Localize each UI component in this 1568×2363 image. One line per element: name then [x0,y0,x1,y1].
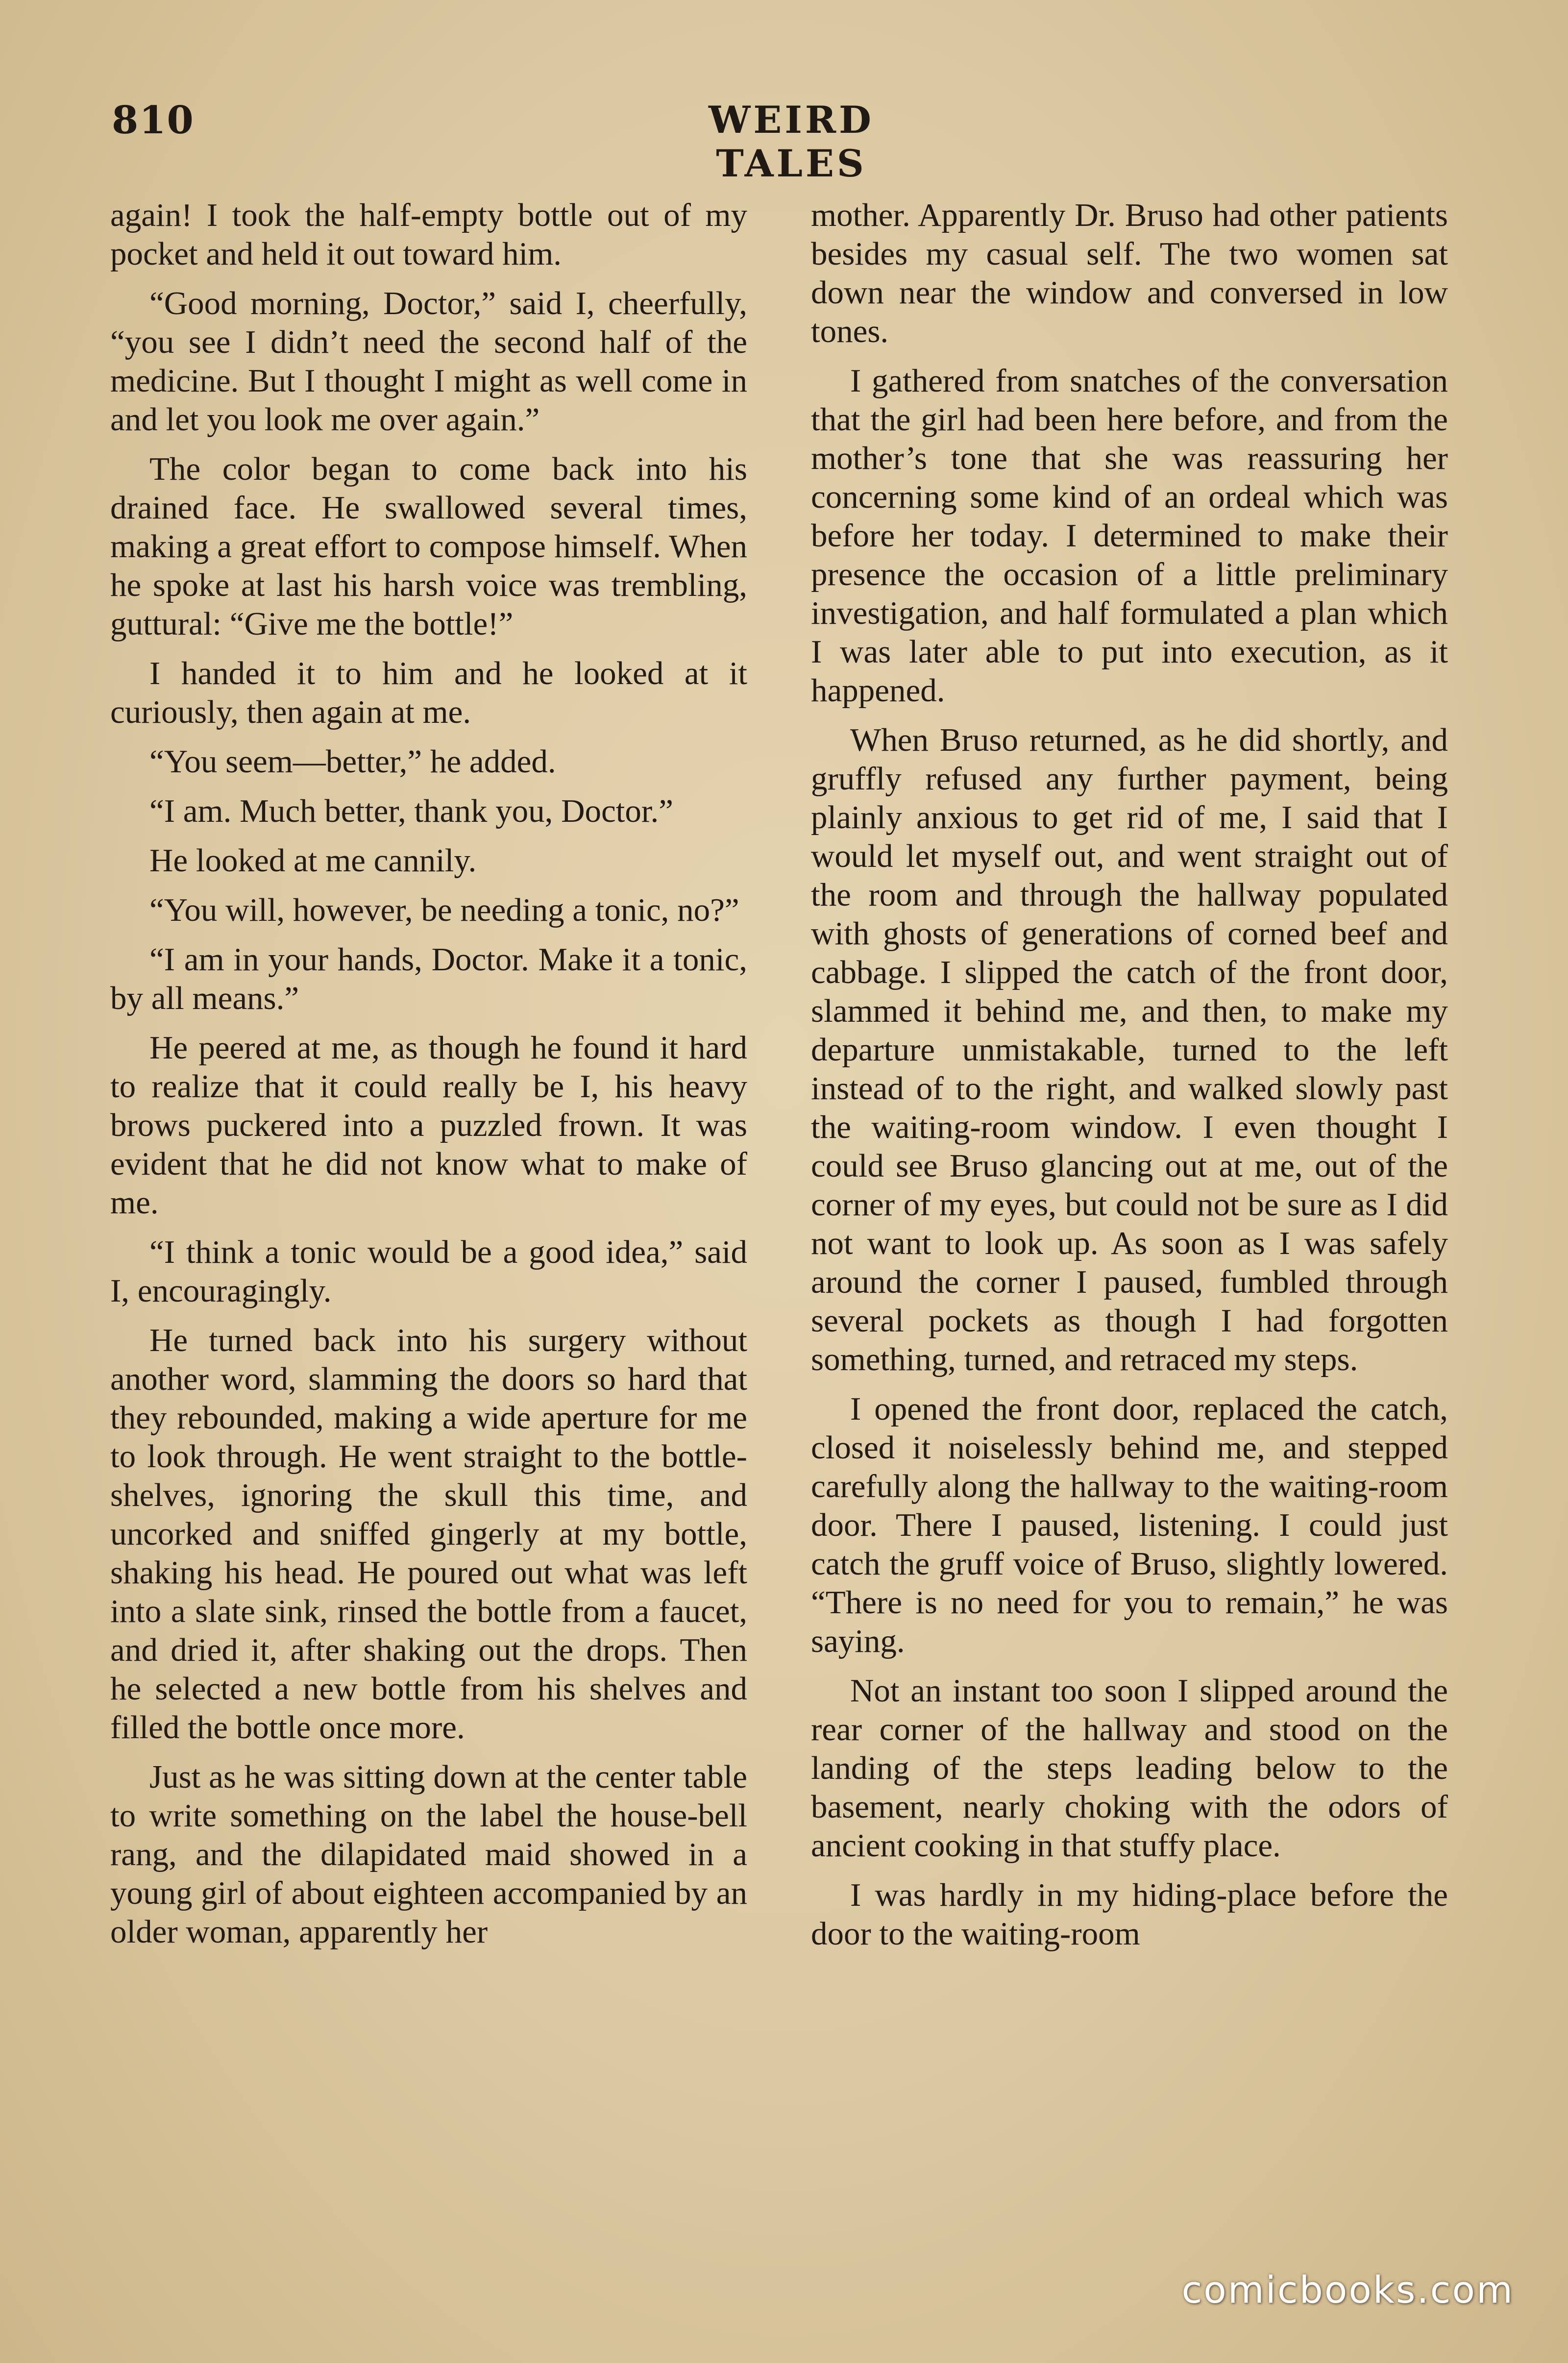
paragraph: “I think a tonic would be a good idea,” said I, encouragingly. [110,1234,747,1309]
paragraph: He peered at me, as though he found it hard to realize that it could really be I, his heavy brows puckered into a puzzled frown. It was evident that he did not know what to make of me. [110,1030,747,1221]
page-number: 810 [112,98,195,143]
paragraph: again! I took the half-empty bottle out of my pocket and held it out toward him. [110,197,747,272]
paragraph: He turned back into his surgery without another word, slamming the doors so hard that they rebounded, making a wide aperture for me to look through. He went straight to the bottle-shelves, ignoring the skull this time, and uncorked and sniffed gingerly at my bottle, shaking his head. He poured out what was left into a slate sink, rinsed the bottle from a faucet, and dried it, after shaking out the drops. Then he selected a new bottle from his shelves and filled the bottle once more. [110,1322,747,1746]
left-column [110,196,747,1962]
paragraph: “Good morning, Doctor,” said I, cheerfully, “you see I didn’t need the second half of the medicine. But I thought I might as well come in and let you look me over again.” [110,285,747,438]
paragraph: “I am in your hands, Doctor. Make it a tonic, by all means.” [110,941,747,1016]
watermark: comicbooks.com [1181,2268,1514,2312]
paragraph: The color began to come back into his drained face. He swallowed several times, making a great effort to compose himself. When he spoke at last his harsh voice was trembling, guttural: “Give me the bottle!” [110,451,747,642]
paragraph: “You will, however, be needing a tonic, no?” [149,892,739,928]
paragraph: Just as he was sitting down at the center table to write something on the label the house-bell rang, and the dilapidated maid showed in a young girl of about eighteen accompanied by an older woman, apparently her [110,1759,747,1950]
page-header [0,98,1568,185]
paragraph: I opened the front door, replaced the catch, closed it noiselessly behind me, and stepped carefully along the hallway to the waiting-room door. There I paused, listening. I could just catch the gruff voice of Bruso, slightly lowered. “There is no need for you to remain,” he was saying. [811,1391,1448,1659]
paragraph: “You seem—better,” he added. [149,743,556,780]
paragraph: I gathered from snatches of the conversation that the girl had been here before, and from the mother’s tone that she was reassuring her concerning some kind of an ordeal which was before her today. I determined to make their presence the occasion of a little preliminary investigation, and half formulated a plan which I was later able to put into execution, as it happened. [811,363,1448,709]
paragraph: “I am. Much better, thank you, Doctor.” [149,793,673,829]
paragraph: When Bruso returned, as he did shortly, and gruffly refused any further payment, being plainly anxious to get rid of me, I said that I would let myself out, and went straight out of the room and through the hallway populated with ghosts of generations of corned beef and cabbage. I slipped the catch of the front door, slammed it behind me, and then, to make my departure unmistakable, turned to the left instead of to the right, and walked slowly past the waiting-room window. I even thought I could see Bruso glancing out at me, out of the corner of my eyes, but could not be sure as I did not want to look up. As soon as I was safely around the corner I paused, fumbled through several pockets as though I had forgotten something, turned, and retraced my steps. [811,722,1448,1378]
paragraph: mother. Apparently Dr. Bruso had other patients besides my casual self. The two women sat down near the window and conversed in low tones. [811,197,1448,349]
paragraph: I was hardly in my hiding-place before the door to the waiting-room [811,1877,1448,1952]
paragraph: He looked at me cannily. [149,842,477,879]
paragraph: I handed it to him and he looked at it curiously, then again at me. [110,655,747,730]
running-head: WEIRD TALES [709,98,874,185]
right-column [811,196,1448,1964]
paragraph: Not an instant too soon I slipped around the rear corner of the hallway and stood on the landing of the steps leading below to the basement, nearly choking with the odors of ancient cooking in that stuffy place. [811,1673,1448,1864]
